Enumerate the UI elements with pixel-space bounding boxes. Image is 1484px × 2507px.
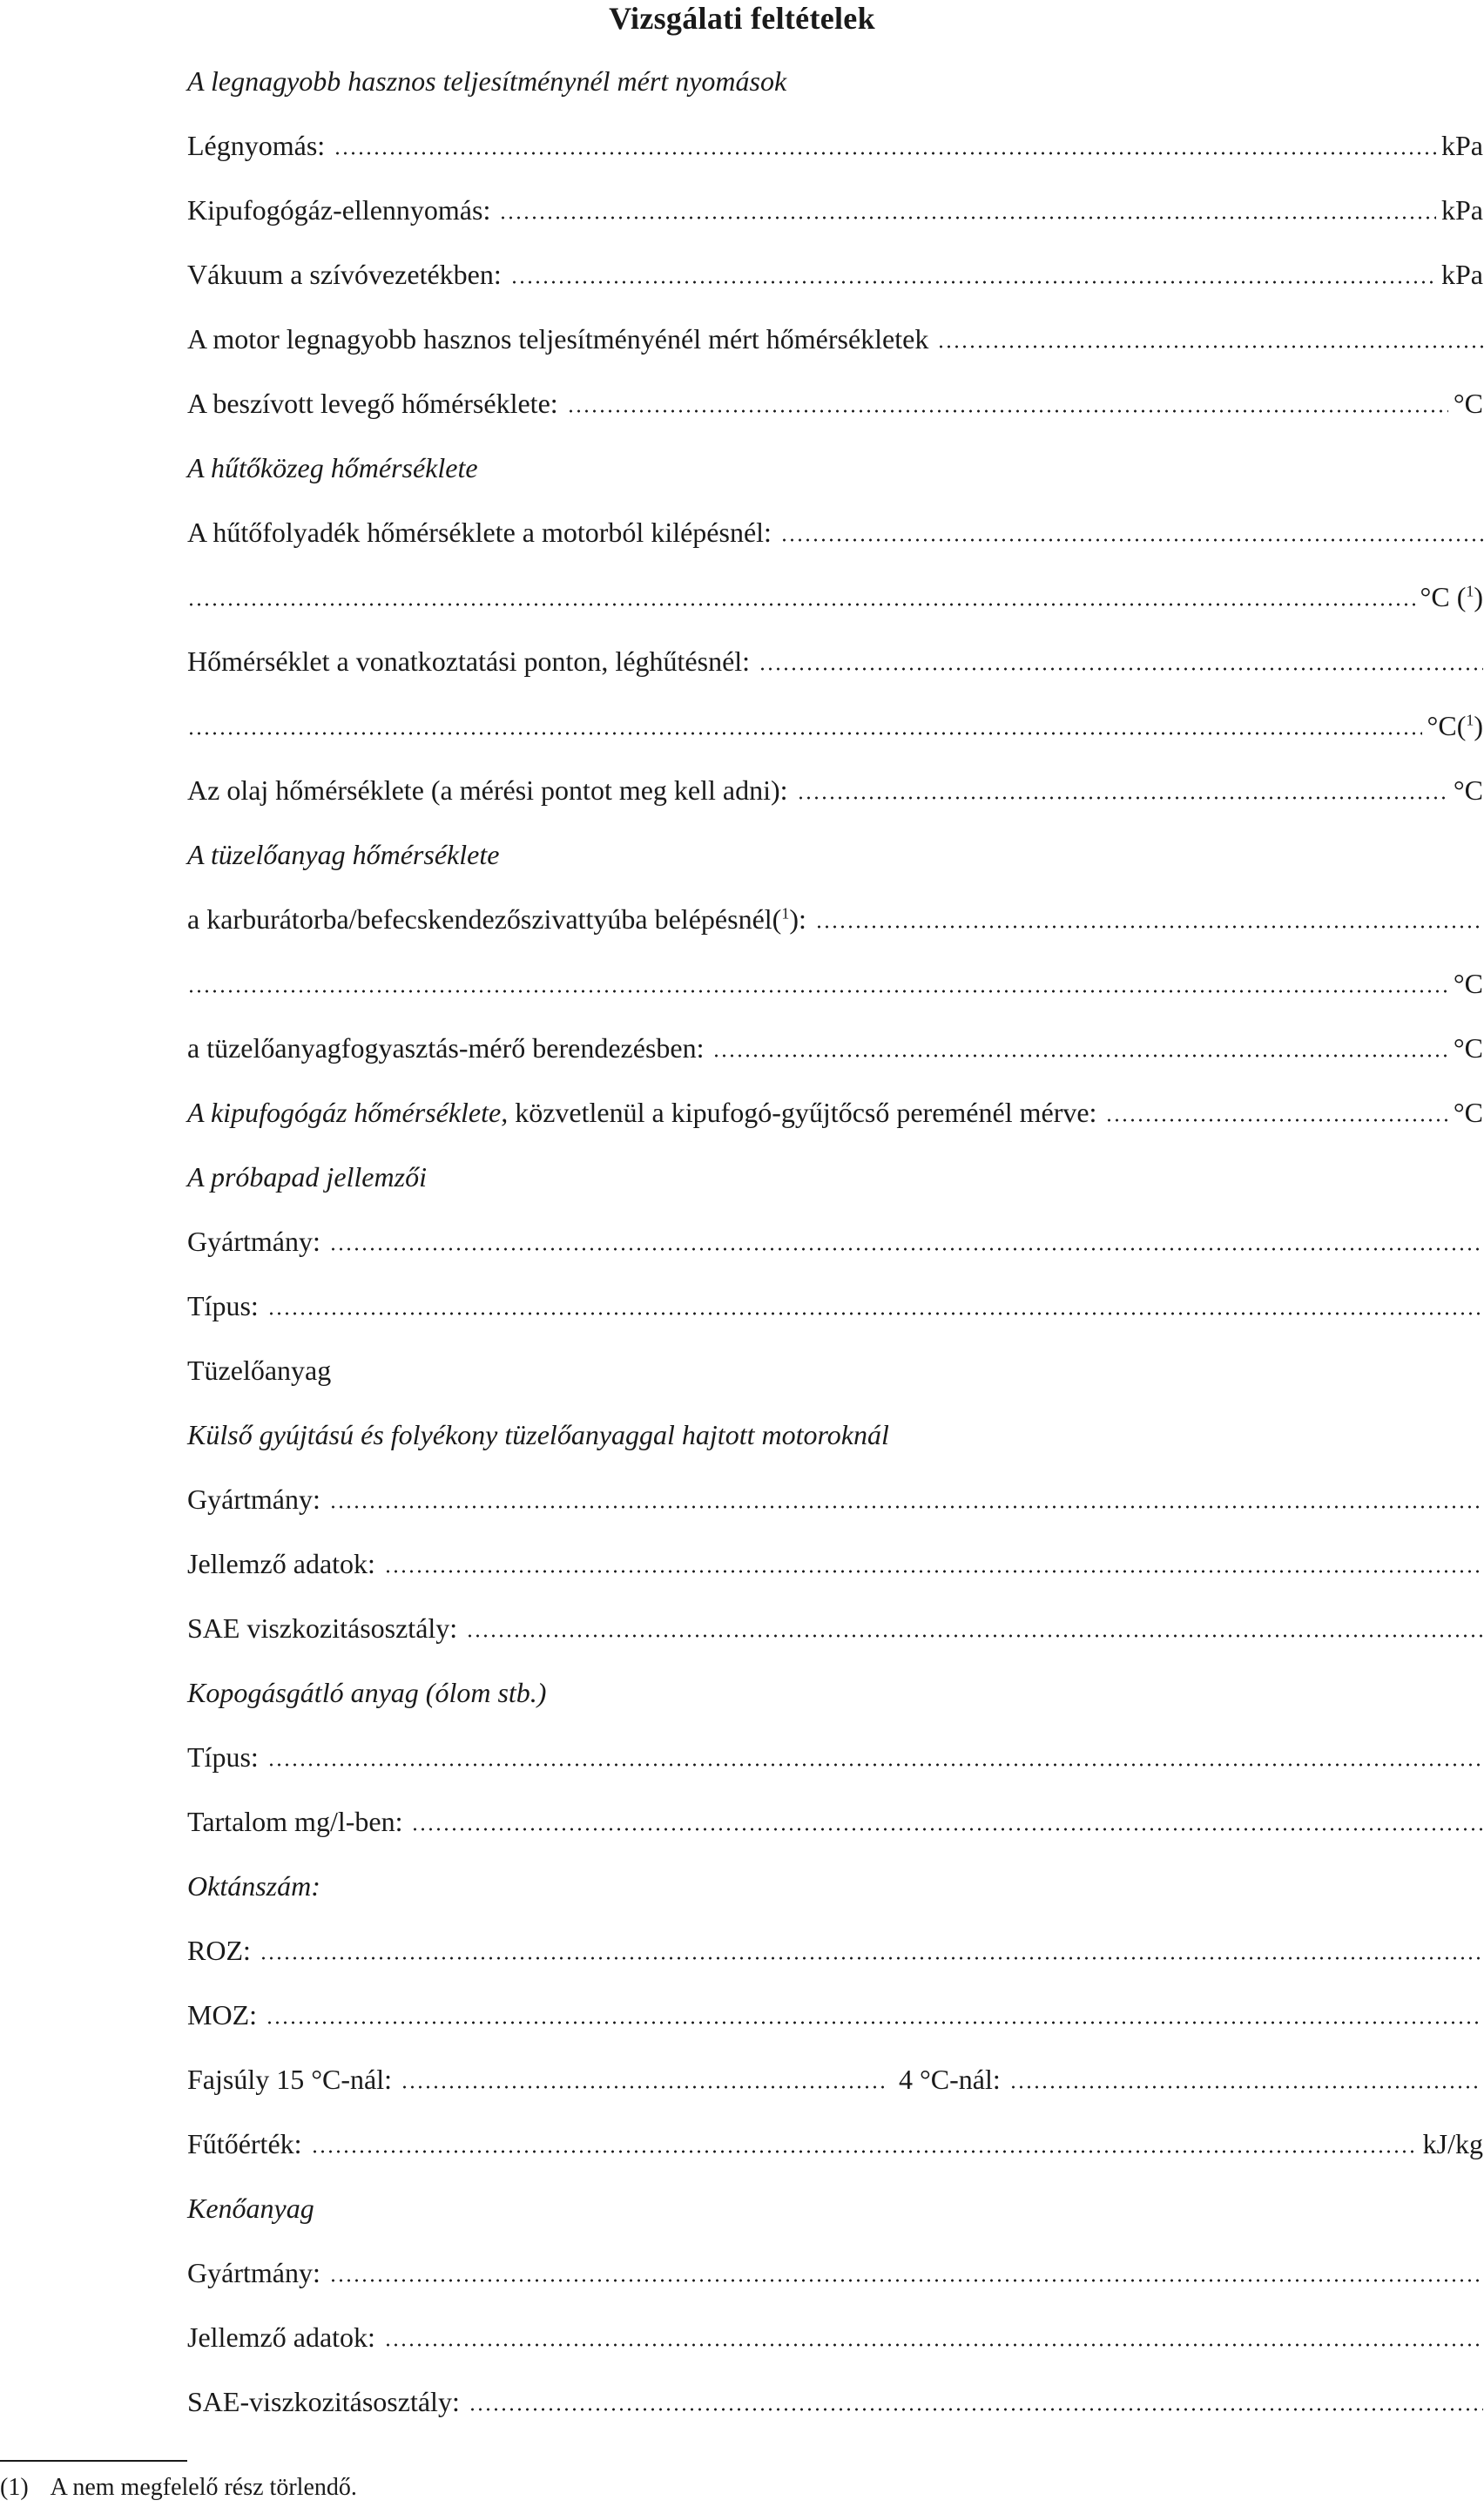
field-label: Jellemző adatok: (187, 1548, 375, 1579)
fill-in-line[interactable] (266, 2020, 1483, 2025)
field-label: A motor legnagyobb hasznos teljesítményénél mért hőmérsékletek (187, 323, 929, 355)
footnote-ref: 1 (1466, 582, 1474, 600)
form-row-reference-point-temp-cont (187, 706, 1483, 746)
fill-in-line[interactable] (1105, 1118, 1447, 1123)
form-row-intake-vacuum (187, 254, 1483, 294)
field-label: MOZ: (187, 1999, 257, 2031)
unit-label: °C($^1$) (1427, 710, 1483, 741)
section-heading-fuel-temp: A tüzelőanyag hőmérséklete (187, 839, 500, 870)
field-label: Fűtőérték: (187, 2128, 302, 2159)
unit-label: kPa (1441, 259, 1483, 290)
fill-in-line[interactable] (815, 924, 1483, 929)
form-row-coolant-exit-temp-cont (187, 577, 1483, 617)
field-label: 4 °C-nál: (899, 2064, 1001, 2095)
form-row-heating-value (187, 2124, 1483, 2164)
unit-label: kPa (1441, 194, 1483, 226)
fill-in-line[interactable] (329, 1504, 1483, 1510)
section-heading-octane: Oktánszám: (187, 1870, 320, 1902)
field-label: SAE viszkozitásosztály: (187, 1612, 458, 1644)
fill-in-line[interactable] (334, 151, 1436, 156)
field-label: Fajsúly 15 °C-nál: (187, 2064, 393, 2095)
fill-in-line[interactable] (1009, 2085, 1482, 2090)
field-label: SAE-viszkozitásosztály: (187, 2386, 460, 2417)
field-label: a tüzelőanyagfogyasztás-mérő berendezésben: (187, 1032, 705, 1064)
fill-in-line[interactable] (187, 731, 1422, 736)
section-heading-pressures: A legnagyobb hasznos teljesítménynél mért nyomások (187, 65, 787, 97)
form-row-fuel-sae-class (187, 1608, 1483, 1648)
density-4c (899, 2059, 1482, 2099)
section-heading-fuel: Tüzelőanyag (187, 1355, 332, 1386)
fill-in-line[interactable] (510, 280, 1436, 285)
field-label: Kipufogógáz-ellennyomás: (187, 194, 491, 226)
form-row-coolant-exit-temp (187, 512, 1483, 552)
form-row-carburettor-temp (187, 899, 1483, 939)
form-row-intake-air-temp (187, 383, 1483, 423)
fill-in-line[interactable] (937, 344, 1483, 349)
fill-in-line[interactable] (759, 666, 1483, 672)
field-label: Vákuum a szívóvezetékben: (187, 259, 502, 290)
page-title: Vizsgálati feltételek (609, 1, 875, 36)
form-row-lubricant-sae-class (187, 2382, 1483, 2422)
field-label: Jellemző adatok: (187, 2321, 375, 2353)
field-label: Az olaj hőmérséklete (a mérési pontot meg kell adni): (187, 774, 788, 806)
section-heading-spark-ignition: Külső gyújtású és folyékony tüzelőanyaggal hajtott motoroknál (187, 1419, 889, 1450)
unit-label: kJ/kg (1422, 2128, 1483, 2159)
unit-label: °C (1453, 388, 1483, 419)
footnote-ref: 1 (781, 904, 790, 922)
footnote-divider (0, 2460, 187, 2462)
form-row-lubricant-characteristics (187, 2317, 1483, 2357)
field-label: Tartalom mg/l-ben: (187, 1806, 403, 1837)
fill-in-line[interactable] (780, 537, 1483, 543)
form-row-bench-type (187, 1286, 1483, 1326)
form-row-fuel-characteristics (187, 1544, 1483, 1584)
footnote-mark: (1) (0, 2474, 29, 2501)
fill-in-line[interactable] (567, 409, 1448, 414)
fill-in-line[interactable] (469, 2407, 1483, 2412)
form-row-fuel-meter-temp (187, 1028, 1483, 1068)
form-row-roz (187, 1930, 1483, 1970)
form-row-exhaust-backpressure (187, 190, 1483, 230)
fill-in-line[interactable] (712, 1053, 1447, 1058)
section-heading-test-bench: A próbapad jellemzői (187, 1161, 427, 1193)
fill-in-line[interactable] (329, 2278, 1483, 2283)
form-row-fuel-make (187, 1479, 1483, 1519)
field-label: A beszívott levegő hőmérséklete: (187, 388, 558, 419)
form-row-exhaust-temp (187, 1092, 1483, 1132)
field-label: Gyártmány: (187, 2257, 320, 2288)
form-row-antiknock-content (187, 1801, 1483, 1841)
fill-in-line[interactable] (187, 989, 1448, 994)
fill-in-line[interactable] (466, 1633, 1483, 1639)
form-row-antiknock-type (187, 1737, 1483, 1777)
field-label: Típus: (187, 1741, 259, 1773)
section-heading-lubricant: Kenőanyag (187, 2193, 314, 2224)
unit-label: °C (1453, 774, 1483, 806)
section-heading-antiknock: Kopogásgátló anyag (ólom stb.) (187, 1677, 547, 1708)
unit-label: °C (1453, 968, 1483, 999)
fill-in-line[interactable] (499, 215, 1436, 220)
unit-label: °C (1453, 1097, 1483, 1128)
field-label: Gyártmány: (187, 1226, 320, 1257)
field-label: Légnyomás: (187, 130, 326, 161)
fill-in-line[interactable] (797, 795, 1448, 801)
fill-in-line[interactable] (260, 1956, 1483, 1961)
field-label: Hőmérséklet a vonatkoztatási ponton, léghűtésnél: (187, 645, 751, 677)
form-row-temperatures-heading (187, 319, 1483, 359)
field-label: Típus: (187, 1290, 259, 1321)
fill-in-line[interactable] (401, 2085, 888, 2090)
fill-in-line[interactable] (329, 1247, 1483, 1252)
form-row-density (187, 2059, 1483, 2099)
footnote-ref: 1 (1466, 711, 1474, 729)
fill-in-line[interactable] (411, 1827, 1483, 1832)
field-label: A hűtőfolyadék hőmérséklete a motorból kilépésnél: (187, 517, 772, 548)
unit-label: kPa (1441, 130, 1483, 161)
field-label: ROZ: (187, 1935, 251, 1966)
density-15c (187, 2059, 888, 2099)
fill-in-line[interactable] (384, 2342, 1483, 2348)
fill-in-line[interactable] (384, 1569, 1483, 1574)
form-row-oil-temp (187, 770, 1483, 810)
form-row-lubricant-make (187, 2253, 1483, 2293)
fill-in-line[interactable] (311, 2149, 1418, 2154)
form-row-moz (187, 1995, 1483, 2035)
field-label: A kipufogógáz hőmérséklete, közvetlenül a kipufogó-gyűjtőcső pereménél mérve: (187, 1097, 1097, 1128)
footnote-text: A nem megfelelő rész törlendő. (50, 2474, 357, 2501)
section-heading-coolant: A hűtőközeg hőmérséklete (187, 452, 478, 483)
unit-label: °C (1453, 1032, 1483, 1064)
form-row-carburettor-temp-cont (187, 963, 1483, 1003)
form-row-bench-make (187, 1221, 1483, 1261)
fill-in-line[interactable] (267, 1311, 1483, 1316)
footnote (0, 2469, 357, 2507)
fill-in-line[interactable] (267, 1762, 1483, 1767)
field-label: a karburátorba/befecskendezőszivattyúba belépésnél($^1$): (187, 903, 806, 935)
form-row-reference-point-temp (187, 641, 1483, 681)
form-row-air-pressure (187, 125, 1483, 166)
unit-label: °C ($^1$) (1420, 581, 1483, 612)
fill-in-line[interactable] (187, 602, 1415, 607)
field-label: Gyártmány: (187, 1483, 320, 1515)
